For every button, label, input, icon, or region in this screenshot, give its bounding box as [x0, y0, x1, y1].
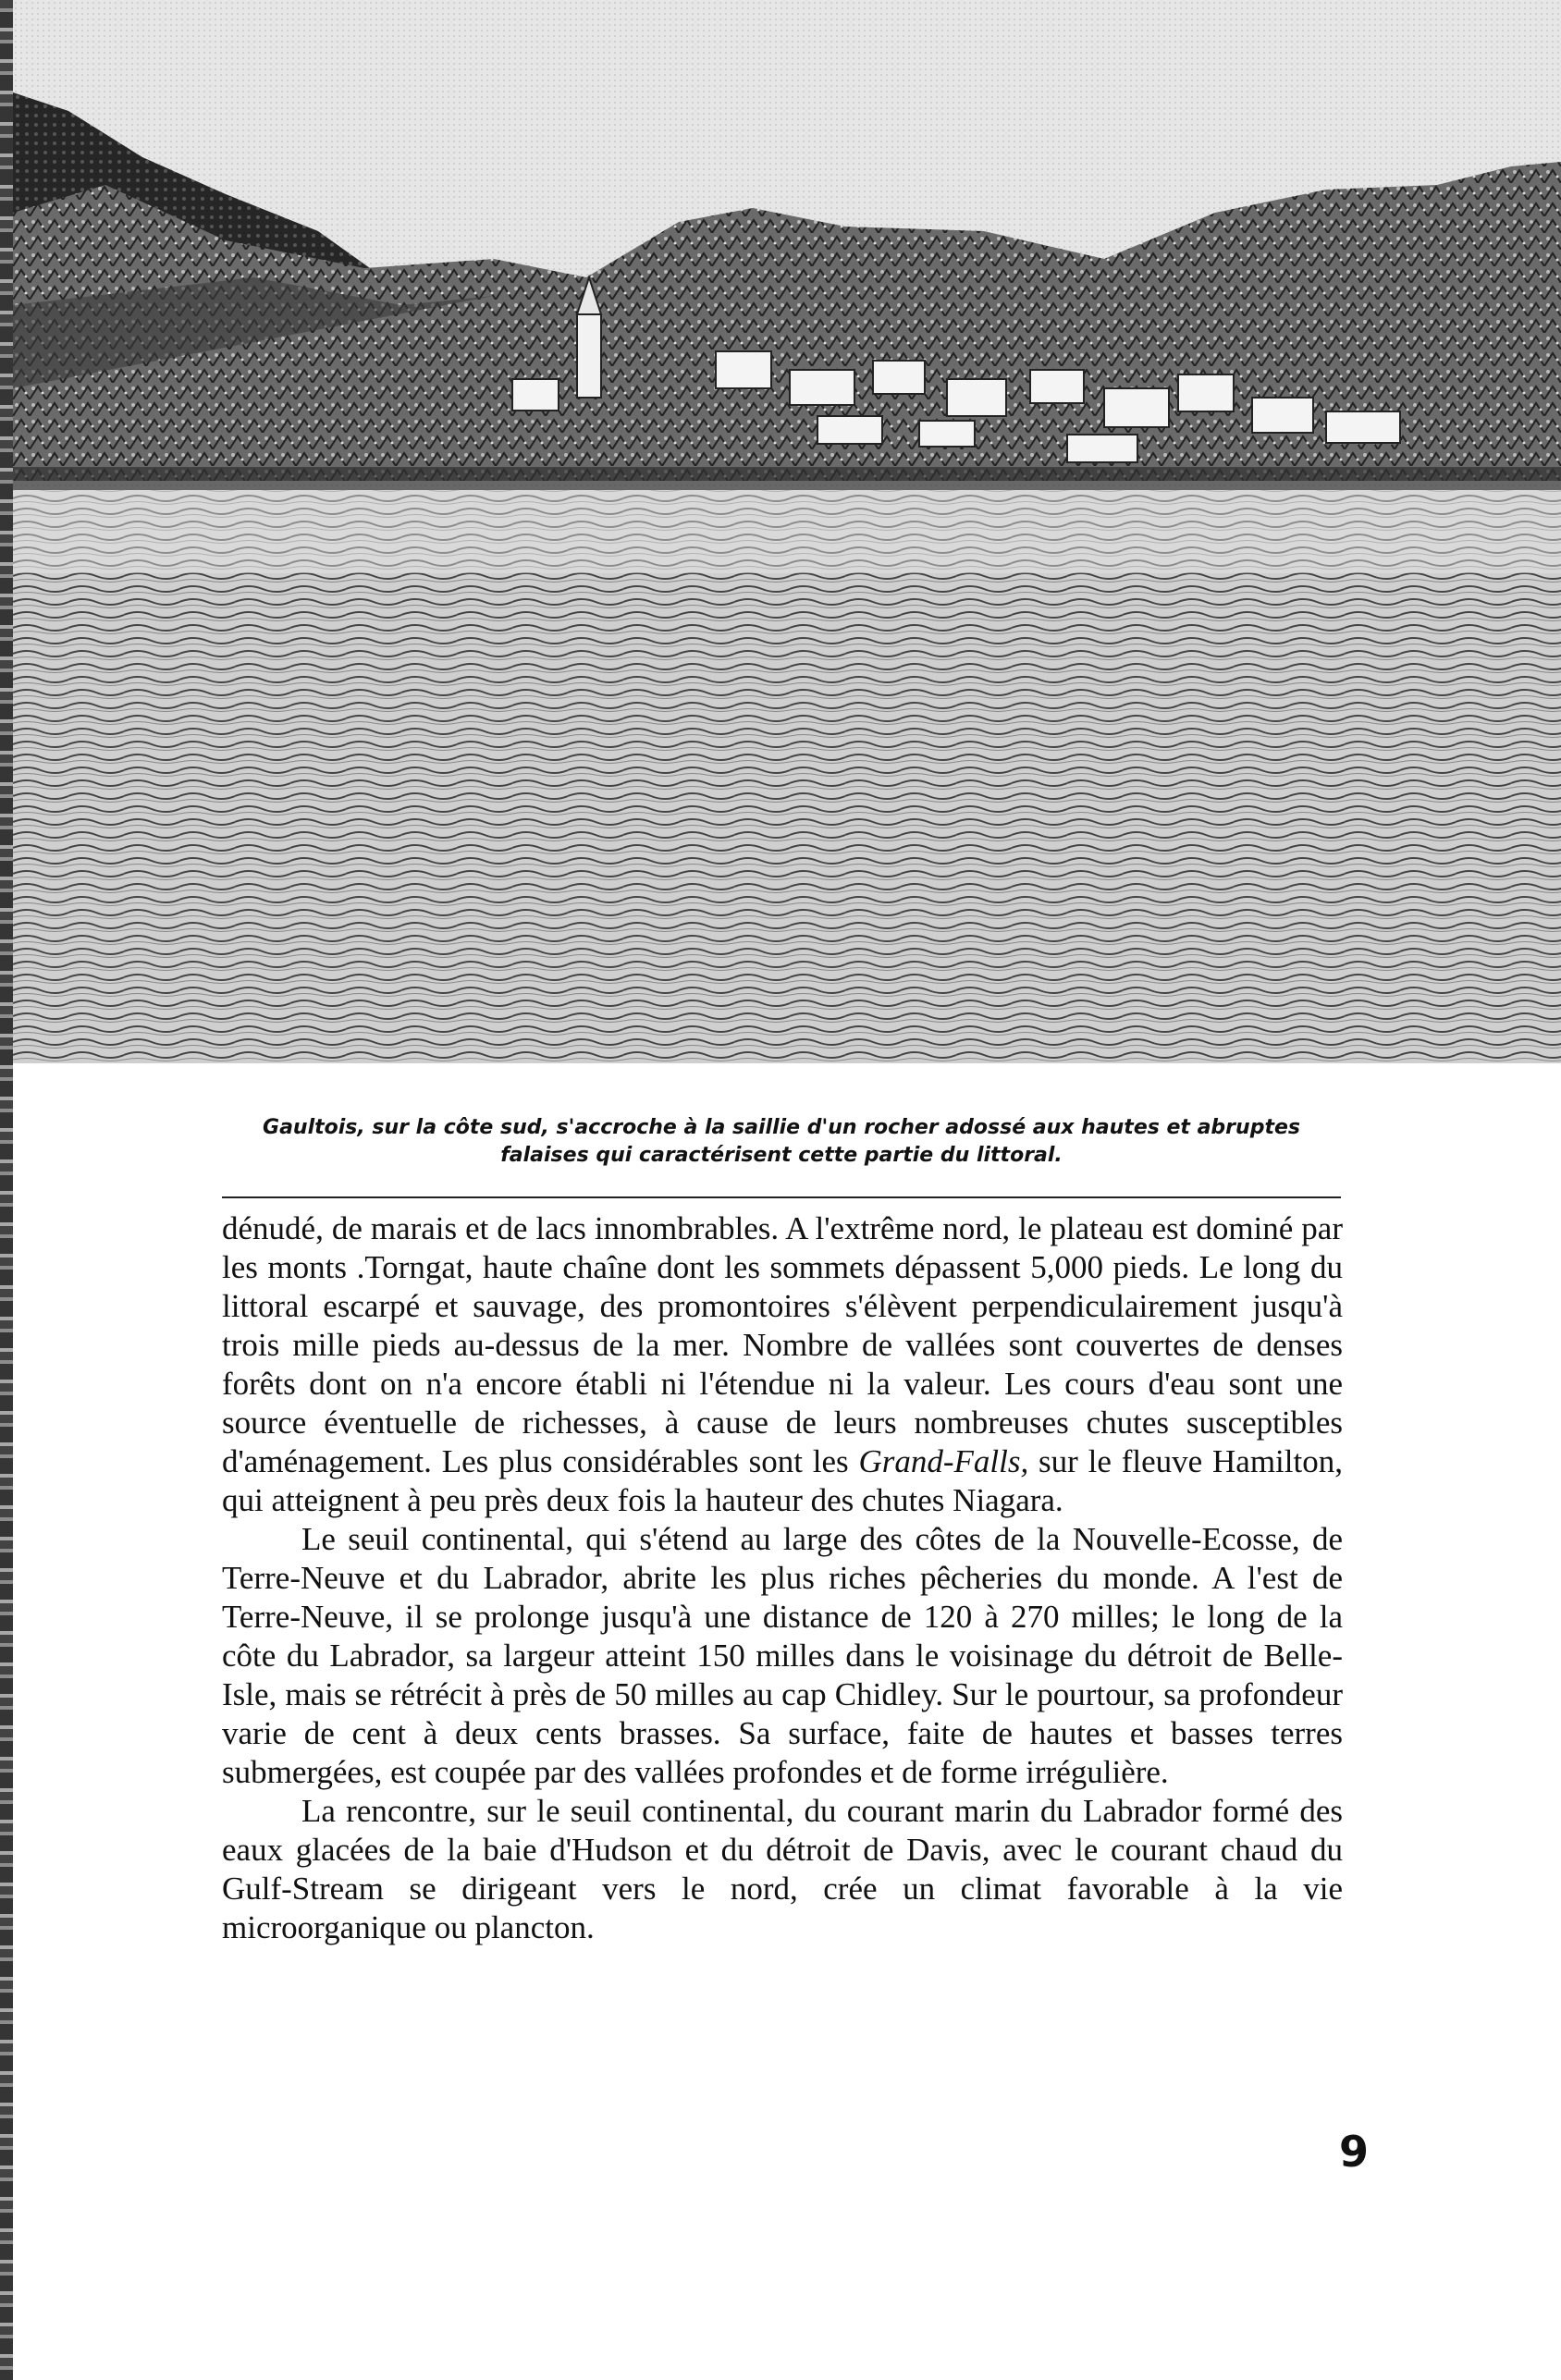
paragraph-3: La rencontre, sur le seuil continental, du courant marin du Labrador formé des eaux glacées de la baie d'Hudson et du détroit de Davis, avec le courant chaud du Gulf-Stream se dirigeant vers le nord, crée un climat favorable à la vie microorganique ou plancton.	[222, 1793, 1343, 1945]
body-text	[222, 1209, 1343, 1947]
photo-caption	[213, 1114, 1350, 1170]
paragraph-1-part-b: sur le fleuve Hamilton, qui atteignent à peu près deux fois la hauteur des chutes Niagara.	[222, 1443, 1343, 1518]
page-number: 9	[1338, 2127, 1369, 2177]
paragraph-1	[222, 1209, 1343, 1520]
paragraph-1-part-a: dénudé, de marais et de lacs innombrables. A l'extrême nord, le plateau est dominé par les monts .Torngat, haute chaîne dont les sommets dépassent 5,000 pieds. Le long du littoral escarpé et sauvage, des promontoires s'élèvent perpendiculairement jusqu'à trois mille pieds au-dessus de la mer. Nombre de vallées sont couvertes de denses forêts dont on n'a encore établi ni l'étendue ni la valeur. Les cours d'eau sont une source éventuelle de richesses, à cause de leurs nombreuses chutes susceptibles d'aménagement. Les plus considérables sont les	[222, 1210, 1343, 1479]
photograph-gaultois	[13, 0, 1561, 1063]
photo-caption-line-1: Gaultois, sur la côte sud, s'accroche à la saillie d'un rocher adossé aux hautes et abruptes	[263, 1116, 1300, 1139]
caption-divider	[222, 1196, 1341, 1198]
page-binding-edge	[0, 0, 13, 2380]
harbour-photo-illustration	[13, 0, 1561, 1063]
photo-caption-line-2: falaises qui caractérisent cette partie du littoral.	[500, 1144, 1063, 1167]
grand-falls-emphasis: Grand-Falls,	[858, 1443, 1029, 1479]
paragraph-2: Le seuil continental, qui s'étend au large des côtes de la Nouvelle-Ecosse, de Terre-Neuve et du Labrador, abrite les plus riches pêcheries du monde. A l'est de Terre-Neuve, il se prolonge jusqu'à une distance de 120 à 270 milles; le long de la côte du Labrador, sa largeur atteint 150 milles dans le voisinage du détroit de Belle-Isle, mais se rétrécit à près de 50 milles au cap Chidley. Sur le pourtour, sa profondeur varie de cent à deux cents brasses. Sa surface, faite de hautes et basses terres submergées, est coupée par des vallées profondes et de forme irrégulière.	[222, 1521, 1343, 1790]
